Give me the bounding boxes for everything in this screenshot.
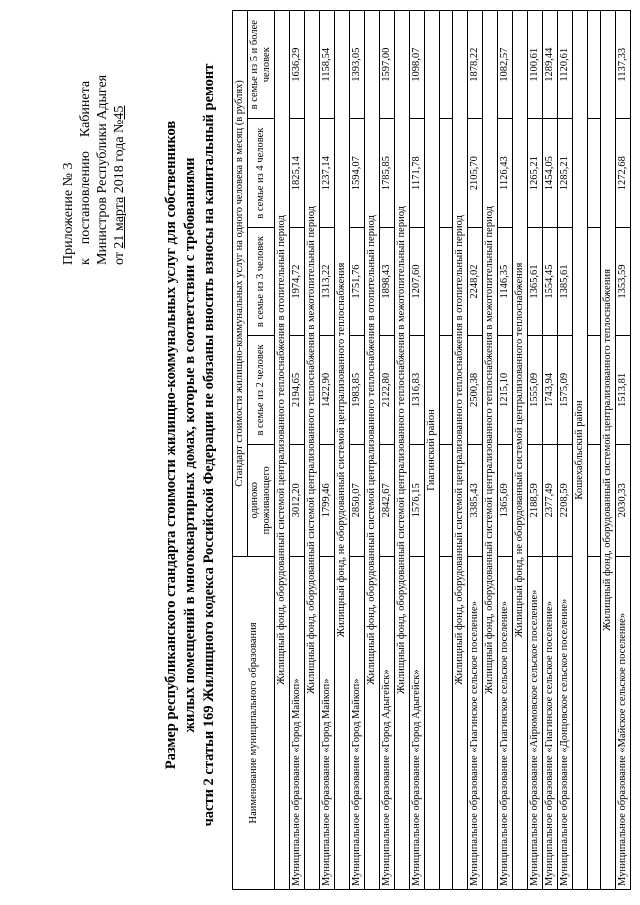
empty-cell — [440, 119, 453, 227]
title-line-2: жилых помещений в многоквартирных домах, которые в соответствии с требованиями — [182, 157, 198, 733]
value-cell: 2188,59 — [528, 444, 543, 556]
section-row — [365, 11, 380, 890]
appendix-block — [60, 15, 128, 265]
municipality-name: Муниципальное образование «Город Адыгейск» — [410, 556, 425, 889]
value-cell: 1594,07 — [350, 119, 365, 227]
value-cell: 1385,61 — [558, 227, 573, 335]
appendix-year: 2018 года № — [112, 119, 127, 194]
value-cell: 1576,15 — [410, 444, 425, 556]
value-cell: 3012,20 — [290, 444, 305, 556]
value-cell: 1313,22 — [320, 227, 335, 335]
header-col-3: в семье из 3 человек — [248, 227, 275, 335]
title-line-1: Размер республиканского стандарта стоимости жилищно-коммунальных услуг для собственников — [163, 120, 179, 770]
value-cell: 1365,61 — [528, 227, 543, 335]
empty-cell — [588, 336, 601, 444]
section-row — [335, 11, 350, 890]
section-label: Жилищный фонд, оборудованный системой централизованного теплоснабжения в отопительный период — [275, 11, 290, 890]
value-cell: 3385,43 — [468, 444, 483, 556]
value-cell: 2377,49 — [543, 444, 558, 556]
value-cell: 1098,07 — [410, 11, 425, 119]
empty-cell — [440, 11, 453, 119]
empty-cell — [588, 444, 601, 556]
municipality-name: Муниципальное образование «Донцовское сельское поселение» — [558, 556, 573, 889]
section-row — [275, 11, 290, 890]
value-cell: 1825,14 — [290, 119, 305, 227]
section-row — [425, 11, 440, 890]
appendix-date-line — [111, 15, 128, 265]
value-cell: 1353,59 — [616, 227, 631, 335]
table-row — [543, 11, 558, 890]
value-cell: 1316,83 — [410, 336, 425, 444]
table-row — [380, 11, 395, 890]
value-cell: 1171,78 — [410, 119, 425, 227]
value-cell: 2248,02 — [468, 227, 483, 335]
value-cell: 1120,61 — [558, 11, 573, 119]
value-cell: 1082,57 — [498, 11, 513, 119]
table-row — [410, 11, 425, 890]
value-cell: 1597,00 — [380, 11, 395, 119]
value-cell: 2208,59 — [558, 444, 573, 556]
municipality-name: Муниципальное образование «Майское сельское поселение» — [616, 556, 631, 889]
empty-cell — [588, 556, 601, 889]
table-row — [468, 11, 483, 890]
value-cell: 1158,54 — [320, 11, 335, 119]
appendix-word: постановлению — [78, 151, 93, 245]
header-row — [233, 11, 248, 890]
section-row — [573, 11, 588, 890]
value-cell: 2122,80 — [380, 336, 395, 444]
empty-cell — [440, 444, 453, 556]
section-label: Жилищный фонд, оборудованный системой централизованного теплоснабжения в отопительный период — [365, 11, 380, 890]
section-label: Жилищный фонд, оборудованный системой централизованного теплоснабжения в межотопительный период — [305, 11, 320, 890]
value-cell: 1513,81 — [616, 336, 631, 444]
table-row — [498, 11, 513, 890]
value-cell: 1289,44 — [543, 11, 558, 119]
appendix-suffix: Кабинета — [78, 80, 93, 138]
title-line-3: части 2 статьи 169 Жилищного кодекса Российской Федерации не обязаны вносить взносы на капитальный ремонт — [201, 63, 217, 827]
value-cell: 1146,35 — [498, 227, 513, 335]
value-cell: 1126,43 — [498, 119, 513, 227]
value-cell: 1207,60 — [410, 227, 425, 335]
section-label: Жилищный фонд, оборудованный системой централизованного теплоснабжения — [601, 11, 616, 890]
table-row — [528, 11, 543, 890]
value-cell: 1974,72 — [290, 227, 305, 335]
section-label: Жилищный фонд, не оборудованный системой централизованного теплоснабжения — [513, 11, 528, 890]
value-cell: 1393,05 — [350, 11, 365, 119]
value-cell: 1422,90 — [320, 336, 335, 444]
municipality-name: Муниципальное образование «Город Майкоп» — [320, 556, 335, 889]
table-row — [558, 11, 573, 890]
section-label: Жилищный фонд, не оборудованный системой централизованного теплоснабжения — [335, 11, 350, 890]
section-label: Жилищный фонд, оборудованный системой централизованного теплоснабжения в отопительный период — [453, 11, 468, 890]
section-label: Жилищный фонд, оборудованный системой централизованного теплоснабжения в межотопительный период — [395, 11, 410, 890]
value-cell: 1454,05 — [543, 119, 558, 227]
value-cell: 1100,61 — [528, 11, 543, 119]
table-row — [616, 11, 631, 890]
municipality-name: Муниципальное образование «Город Майкоп» — [350, 556, 365, 889]
empty-cell — [588, 11, 601, 119]
value-cell: 2105,70 — [468, 119, 483, 227]
standards-table — [232, 10, 631, 890]
blank-row — [588, 11, 601, 890]
municipality-name: Муниципальное образование «Гиагинское сельское поселение» — [498, 556, 513, 889]
municipality-name: Муниципальное образование «Айрюмовское сельское поселение» — [528, 556, 543, 889]
value-cell: 1983,85 — [350, 336, 365, 444]
section-label: Гиагинский район — [425, 11, 440, 890]
value-cell: 1365,69 — [498, 444, 513, 556]
table-body — [275, 11, 631, 890]
municipality-name: Муниципальное образование «Город Адыгейск» — [380, 556, 395, 889]
appendix-from: от — [112, 252, 127, 265]
value-cell: 1265,21 — [528, 119, 543, 227]
value-cell: 2030,33 — [616, 444, 631, 556]
section-row — [453, 11, 468, 890]
appendix-doc-number: 45 — [112, 105, 127, 120]
value-cell: 1555,09 — [528, 336, 543, 444]
section-row — [513, 11, 528, 890]
empty-cell — [440, 227, 453, 335]
document-title — [162, 35, 219, 855]
value-cell: 1272,68 — [616, 119, 631, 227]
municipality-name: Муниципальное образование «Гиагинское сельское поселение» — [543, 556, 558, 889]
table-row — [320, 11, 335, 890]
value-cell: 2842,67 — [380, 444, 395, 556]
municipality-name: Муниципальное образование «Гиагинское сельское поселение» — [468, 556, 483, 889]
header-col-2: в семье из 2 человек — [248, 336, 275, 444]
appendix-number: Приложение № 3 — [61, 162, 76, 265]
value-cell: 2850,07 — [350, 444, 365, 556]
section-label: Кошехабльский район — [573, 11, 588, 890]
value-cell: 1878,22 — [468, 11, 483, 119]
value-cell: 1898,43 — [380, 227, 395, 335]
appendix-date: 21 марта — [112, 196, 127, 249]
value-cell: 2500,38 — [468, 336, 483, 444]
municipality-name: Муниципальное образование «Город Майкоп» — [290, 556, 305, 889]
value-cell: 1137,33 — [616, 11, 631, 119]
appendix-line-2 — [77, 15, 94, 265]
section-label: Жилищный фонд, оборудованный системой централизованного теплоснабжения в межотопительный период — [483, 11, 498, 890]
appendix-ministry: Министров Республики Адыгея — [95, 74, 110, 265]
value-cell: 1237,14 — [320, 119, 335, 227]
header-name-col: Наименование муниципального образования — [233, 556, 275, 889]
value-cell: 2194,65 — [290, 336, 305, 444]
value-cell: 1554,45 — [543, 227, 558, 335]
value-cell: 1215,10 — [498, 336, 513, 444]
value-cell: 1575,09 — [558, 336, 573, 444]
table-row — [290, 11, 305, 890]
section-row — [601, 11, 616, 890]
section-row — [305, 11, 320, 890]
empty-cell — [588, 227, 601, 335]
value-cell: 1785,85 — [380, 119, 395, 227]
header-group: Стандарт стоимости жилищно-коммунальных услуг на одного человека в месяц (в рублях) — [233, 11, 248, 557]
value-cell: 1285,21 — [558, 119, 573, 227]
section-row — [395, 11, 410, 890]
blank-row — [440, 11, 453, 890]
value-cell: 1751,76 — [350, 227, 365, 335]
empty-cell — [440, 556, 453, 889]
table-row — [350, 11, 365, 890]
empty-cell — [588, 119, 601, 227]
appendix-prefix: к — [78, 258, 93, 265]
section-row — [483, 11, 498, 890]
value-cell: 1743,94 — [543, 336, 558, 444]
value-cell: 1636,29 — [290, 11, 305, 119]
value-cell: 1799,46 — [320, 444, 335, 556]
header-col-4: в семье из 4 человек — [248, 119, 275, 227]
empty-cell — [440, 336, 453, 444]
header-col-1: одиноко проживающего — [248, 444, 275, 556]
header-col-5: в семье из 5 и более человек — [248, 11, 275, 119]
